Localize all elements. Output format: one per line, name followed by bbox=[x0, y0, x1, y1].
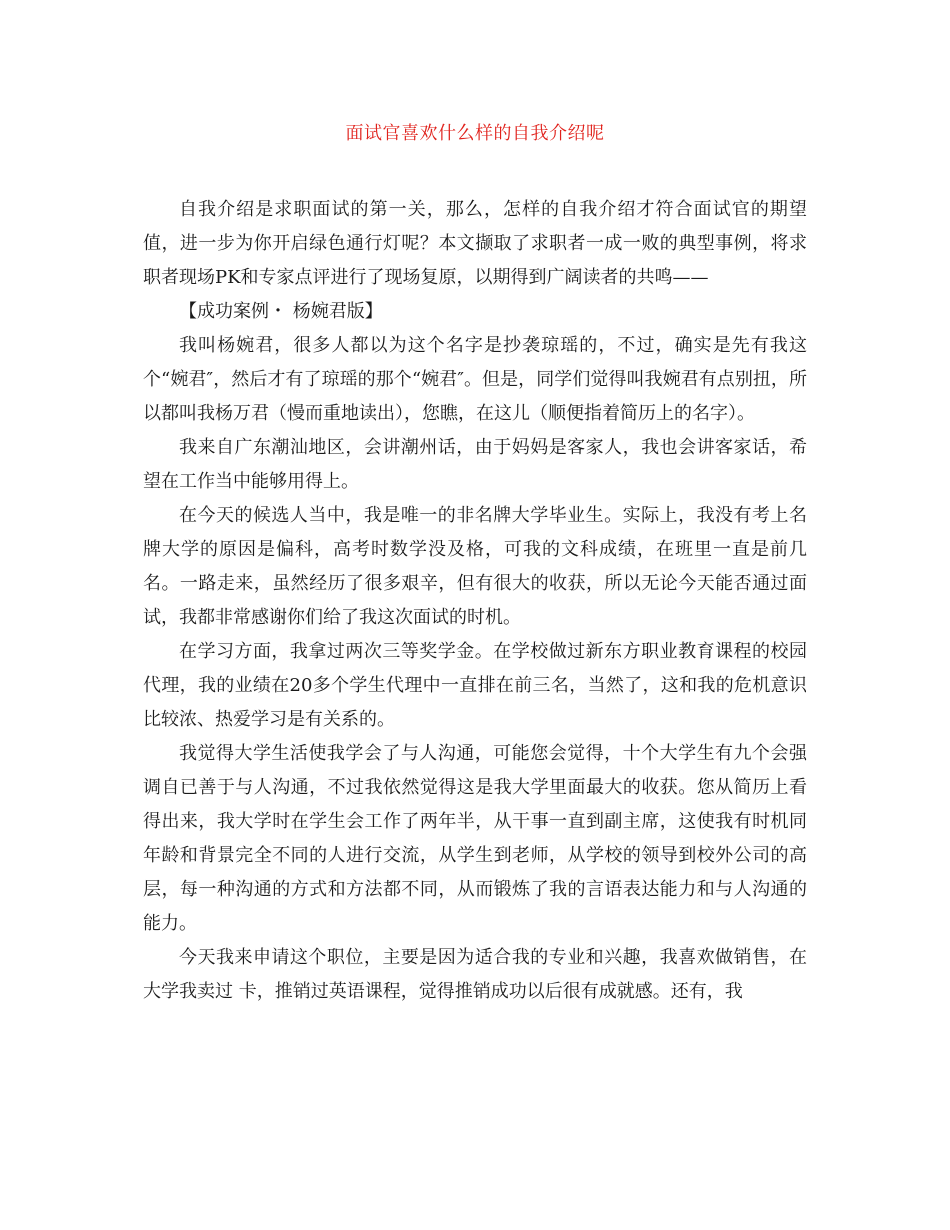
paragraph-communication: 我觉得大学生活使我学会了与人沟通，可能您会觉得，十个大学生有九个会强调自已善于与人沟通，不过我依然觉得这是我大学里面最大的收获。您从简历上看得出来，我大学时在学生会工作了两年半，从干事一直到副主席，这使我有时机同年龄和背景完全不同的人进行交流，从学生到老师，从学校的领导到校外公司的高层，每一种沟通的方式和方法都不同，从而锻炼了我的言语表达能力和与人沟通的能力。 bbox=[143, 743, 807, 934]
document-title: 面试官喜欢什么样的自我介绍呢 bbox=[345, 123, 605, 144]
paragraph-name: 我叫杨婉君，很多人都以为这个名字是抄袭琼瑶的，不过，确实是先有我这个“婉君″，然后才有了琼瑶的那个“婉君″。但是，同学们觉得叫我婉君有点别扭，所以都叫我杨万君（慢而重地读出），您瞧，在这儿（顺便指着简历上的名字）。 bbox=[143, 335, 807, 424]
paragraph-study: 在学习方面，我拿过两次三等奖学金。在学校做过新东方职业教育课程的校园代理，我的业绩在20多个学生代理中一直排在前三名，当然了，这和我的危机意识比较浓、热爱学习是有关系的。 bbox=[143, 641, 807, 730]
paragraph-motivation: 今天我来申请这个职位，主要是因为适合我的专业和兴趣，我喜欢做销售，在大学我卖过 卡，推销过英语课程，觉得推销成功以后很有成就感。还有，我 bbox=[143, 947, 807, 1002]
paragraph-hometown: 我来自广东潮汕地区，会讲潮州话，由于妈妈是客家人，我也会讲客家话，希望在工作当中能够用得上。 bbox=[143, 437, 807, 492]
paragraph-case-heading: 【成功案例・ 杨婉君版】 bbox=[179, 301, 383, 322]
document-body bbox=[143, 193, 807, 1009]
paragraph-intro: 自我介绍是求职面试的第一关，那么，怎样的自我介绍才符合面试官的期望值，进一步为你开启绿色通行灯呢？本文撷取了求职者一成一败的典型事例，将求职者现场PK和专家点评进行了现场复原，以期得到广阔读者的共鸣—— bbox=[143, 199, 807, 288]
paragraph-education: 在今天的候选人当中，我是唯一的非名牌大学毕业生。实际上，我没有考上名牌大学的原因是偏科，高考时数学没及格，可我的文科成绩，在班里一直是前几名。一路走来，虽然经历了很多艰辛，但有很大的收获，所以无论今天能否通过面试，我都非常感谢你们给了我这次面试的时机。 bbox=[143, 505, 807, 628]
